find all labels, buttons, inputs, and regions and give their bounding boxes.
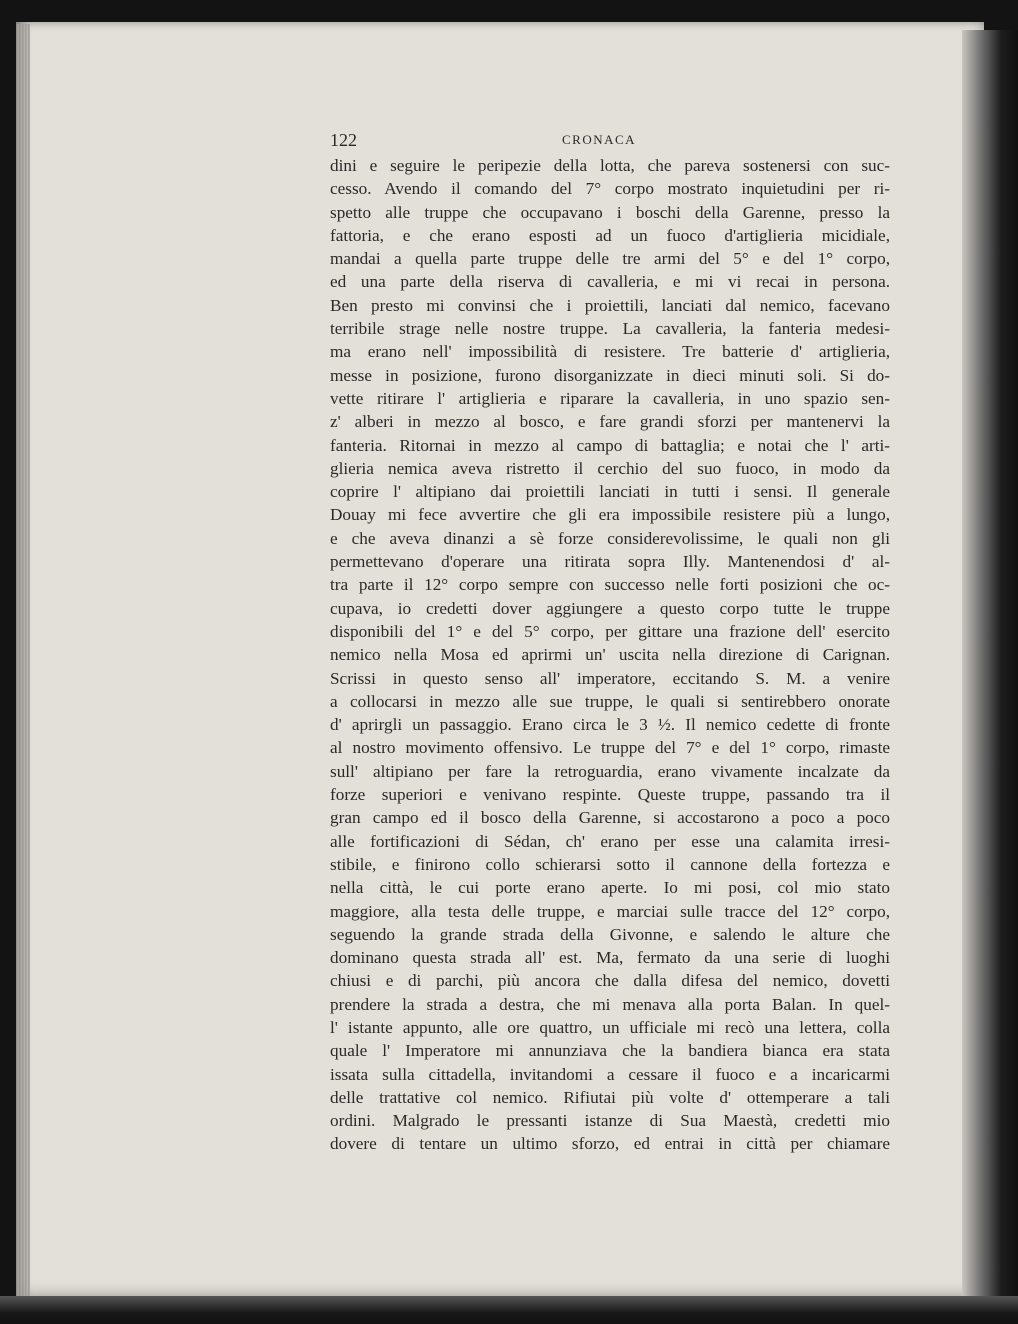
text-line: Scrissi in questo senso all' imperatore, eccitando S. M. a venire [330, 668, 890, 688]
text-line: tra parte il 12° corpo sempre con successo nelle forti posizioni che oc- [330, 575, 890, 595]
text-line: dovere di tentare un ultimo sforzo, ed entrai in città per chiamare [330, 1134, 890, 1154]
text-line: fanteria. Ritornai in mezzo al campo di battaglia; e notai che l' arti- [330, 435, 890, 455]
text-line: glieria nemica aveva ristretto il cerchio del suo fuoco, in modo da [330, 458, 890, 478]
right-gutter-shadow [962, 30, 1018, 1324]
text-line: permettevano d'operare una ritirata sopra Illy. Mantenendosi d' al- [330, 552, 890, 572]
text-line: disponibili del 1° e del 5° corpo, per gittare una frazione dell' esercito [330, 621, 890, 641]
text-line: ma erano nell' impossibilità di resistere. Tre batterie d' artiglieria, [330, 342, 890, 362]
text-line: fattoria, e che erano esposti ad un fuoco d'artiglieria micidiale, [330, 225, 890, 245]
body-text [330, 154, 890, 1156]
text-line: terribile strage nelle nostre truppe. La cavalleria, la fanteria medesi- [330, 319, 890, 339]
text-line: ed una parte della riserva di cavalleria, e mi vi recai in persona. [330, 272, 890, 292]
text-line: gran campo ed il bosco della Garenne, si accostarono a poco a poco [330, 808, 890, 828]
text-line: coprire l' altipiano dai proiettili lanciati in tutti i sensi. Il generale [330, 482, 890, 502]
text-line: Douay mi fece avvertire che gli era impossibile resistere più a lungo, [330, 505, 890, 525]
text-line: l' istante appunto, alle ore quattro, un ufficiale mi recò una lettera, colla [330, 1017, 890, 1037]
text-line: prendere la strada a destra, che mi menava alla porta Balan. In quel- [330, 994, 890, 1014]
text-line: quale l' Imperatore mi annunziava che la bandiera bianca era stata [330, 1041, 890, 1061]
text-line: z' alberi in mezzo al bosco, e fare grandi sforzi per mantenervi la [330, 412, 890, 432]
page-edges [16, 24, 30, 1304]
text-line: cesso. Avendo il comando del 7° corpo mostrato inquietudini per ri- [330, 179, 890, 199]
text-line: chiusi e di parchi, più ancora che dalla difesa del nemico, dovetti [330, 971, 890, 991]
bottom-shadow [0, 1296, 1018, 1324]
text-line: issata sulla cittadella, invitandomi a cessare il fuoco e a incaricarmi [330, 1064, 890, 1084]
text-line: d' aprirgli un passaggio. Erano circa le 3 ½. Il nemico cedette di fronte [330, 715, 890, 735]
text-line: e che aveva dinanzi a sè forze considerevolissime, le quali non gli [330, 528, 890, 548]
text-line: nemico nella Mosa ed aprirmi un' uscita nella direzione di Carignan. [330, 645, 890, 665]
text-line: dini e seguire le peripezie della lotta, che pareva sostenersi con suc- [330, 156, 890, 175]
text-line: messe in posizione, furono disorganizzate in dieci minuti soli. Si do- [330, 365, 890, 385]
text-line: maggiore, alla testa delle truppe, e marciai sulle tracce del 12° corpo, [330, 901, 890, 921]
page-number: 122 [330, 130, 357, 150]
text-line: al nostro movimento offensivo. Le truppe del 7° e del 1° corpo, rimaste [330, 738, 890, 758]
text-line: delle trattative col nemico. Rifiutai più volte d' ottemperare a tali [330, 1087, 890, 1107]
text-line: cupava, io credetti dover aggiungere a questo corpo tutte le truppe [330, 598, 890, 618]
text-line: dominano questa strada all' est. Ma, fermato da una serie di luoghi [330, 948, 890, 968]
page-header [330, 130, 890, 150]
text-line: nella città, le cui porte erano aperte. Io mi posi, col mio stato [330, 878, 890, 898]
text-line: ordini. Malgrado le pressanti istanze di Sua Maestà, credetti mio [330, 1111, 890, 1131]
text-line: alle fortificazioni di Sédan, ch' erano per esse una calamita irresi- [330, 831, 890, 851]
text-line: a collocarsi in mezzo alle sue truppe, le quali si sentirebbero onorate [330, 691, 890, 711]
text-line: forze superiori e venivano respinte. Queste truppe, passando tra il [330, 785, 890, 805]
text-line: stibile, e finirono collo schierarsi sotto il cannone della fortezza e [330, 854, 890, 874]
text-line: vette ritirare l' artiglieria e riparare la cavalleria, in uno spazio sen- [330, 388, 890, 408]
text-line: seguendo la grande strada della Givonne, e salendo le alture che [330, 924, 890, 944]
running-head: CRONACA [562, 132, 637, 147]
text-line: Ben presto mi convinsi che i proiettili, lanciati dal nemico, facevano [330, 295, 890, 315]
text-line: sull' altipiano per fare la retroguardia, erano vivamente incalzate da [330, 761, 890, 781]
text-line: spetto alle truppe che occupavano i boschi della Garenne, presso la [330, 202, 890, 222]
text-line: mandai a quella parte truppe delle tre armi del 5° e del 1° corpo, [330, 249, 890, 269]
